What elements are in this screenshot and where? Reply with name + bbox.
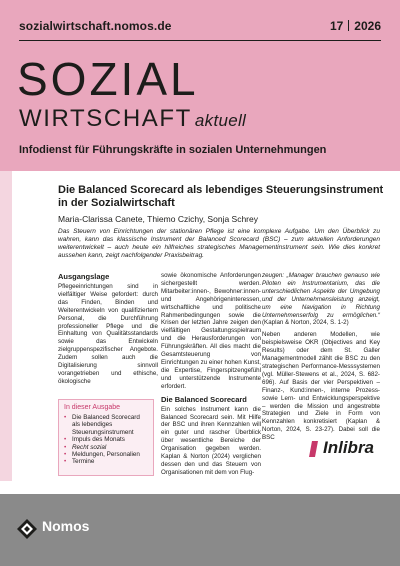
body-text: Neben anderen Modellen, wie beispielsweise OKR (Objectives and Key Results) oder dem St. Galler Managementmodell zählt die BSC zu den strategischen Performance-Messsystemen (vgl. Müller-Stewens et al., 2024, S. 682-696). Auf Basis der vier Perspektiven – Finanz-, Kund:innen-, interne Prozess- sowie Lern- und Entwicklungsperspektive – werden die Mission und angestrebte Strategien und Ziele in Form von Kennzahlen konkretisiert (Kaplan & Norton, 2024, S. 23-27). Dabei soll die BSC	[262, 331, 380, 442]
contents-box	[58, 399, 154, 476]
issue-info	[330, 19, 381, 33]
masthead-title: SOZIAL	[17, 53, 199, 105]
website-url[interactable]: sozialwirtschaft.nomos.de	[19, 19, 172, 33]
nomos-logo-icon	[17, 519, 37, 539]
contents-item[interactable]: • Recht sozial	[64, 444, 148, 451]
article-column-3	[262, 272, 380, 442]
quote-reference: (Kaplan & Norton, 2024, S. 1-2)	[262, 319, 349, 327]
inlibra-mark-icon	[309, 441, 318, 457]
header-banner	[0, 0, 400, 171]
issue-year: 2026	[354, 19, 381, 33]
section-heading: Die Balanced Scorecard	[161, 394, 247, 404]
inlibra-label: Inlibra	[323, 438, 375, 457]
article-column-2	[161, 272, 261, 477]
masthead-subtitle	[19, 106, 246, 134]
quote-block	[262, 272, 380, 327]
article-intro: Das Steuern von Einrichtungen der stationären Pflege ist eine komplexe Aufgabe. Um den Überblick zu wahren, kann das klassische Instrument der Balanced Scorecard (BSC) – zum aktuellen Anforderungen weiterentwickelt – auch heute ein hilfreiches strategisches Managementinstrument sein. Wie dies konkret aussehen kann, zeigt nachfolgender Praxisbeitrag.	[58, 228, 380, 259]
article-column-1	[58, 272, 158, 386]
tagline: Infodienst für Führungskräfte in sozialen Unternehmungen	[19, 144, 327, 156]
inlibra-logo[interactable]	[309, 437, 381, 461]
contents-list	[64, 414, 148, 466]
publisher-name[interactable]: Nomos	[42, 518, 90, 534]
section-heading: Ausgangslage	[58, 272, 110, 281]
contents-item[interactable]: • Termine	[64, 458, 148, 465]
quote-text: zeugen: „Manager brauchen genauso wie Piloten ein Instrumentarium, das die unterschiedlichen Aspekte der Umgebung und der Unternehmensleistung anzeigt, um eine Navigation in Richtung Unternehmenserfolg zu ermöglichen.“	[262, 272, 380, 319]
issue-number: 17	[329, 19, 344, 33]
body-text: Ein solches Instrument kann die Balanced Scorecard sein. Mit Hilfe der BSC und ihren Kennzahlen will ein guter und rascher Überblick über wesentliche Bereiche der Organisation gegeben werden. Kaplan & Norton (2024) verglichen dessen den und das Steuern von Organisationen mit dem von Flug-	[161, 405, 261, 476]
issue-separator	[348, 20, 349, 31]
contents-item[interactable]: • Meldungen, Personalien	[64, 451, 148, 458]
header-rule	[19, 40, 381, 41]
body-text: sowie ökonomische Anforderungen sichergestellt werden. Mitarbeiter:innen-, Bewohner:innen- und Angehörigeninteressen, wirtschaftliche und politische Rahmenbedingungen sowie die Krisen der letzten Jahre zeigen den vielfältigen Gestaltungsspielraum und die Herausforderungen von Führungskräften. All dies macht die Gesamtsteuerung von Einrichtungen zu einer hohen Kunst, die Expertise, Fingerspitzengefühl und unterstützende Instrumente erfordert.	[161, 272, 261, 390]
body-text: Pflegeeinrichtungen sind in vielfältiger Weise gefordert: durch das Finden, Binden und Weiterentwickeln von qualifiziertem Personal, die Durchführung professioneller Pflege und die Einhaltung von Qualitätsstandards sowie das Entwickeln zielgruppenspezifischer Angebote. Zudem sollen auch die Digitalisierung sinnvoll vorangetrieben und ethische, ökologische	[58, 283, 158, 385]
article-title[interactable]: Die Balanced Scorecard als lebendiges Steuerungsinstrument in der Sozialwirtschaft	[58, 184, 384, 209]
contents-item[interactable]: • Die Balanced Scorecard als lebendiges Steuerungsinstrument	[64, 414, 148, 436]
masthead-suffix: aktuell	[194, 111, 247, 130]
masthead-word: WIRTSCHAFT	[19, 105, 192, 132]
article-authors: Maria-Clarissa Canete, Thiemo Czichy, Sonja Schrey	[58, 214, 258, 224]
contents-item[interactable]: • Impuls des Monats	[64, 436, 148, 443]
side-decoration	[0, 171, 12, 481]
contents-box-title: In dieser Ausgabe	[64, 404, 121, 411]
